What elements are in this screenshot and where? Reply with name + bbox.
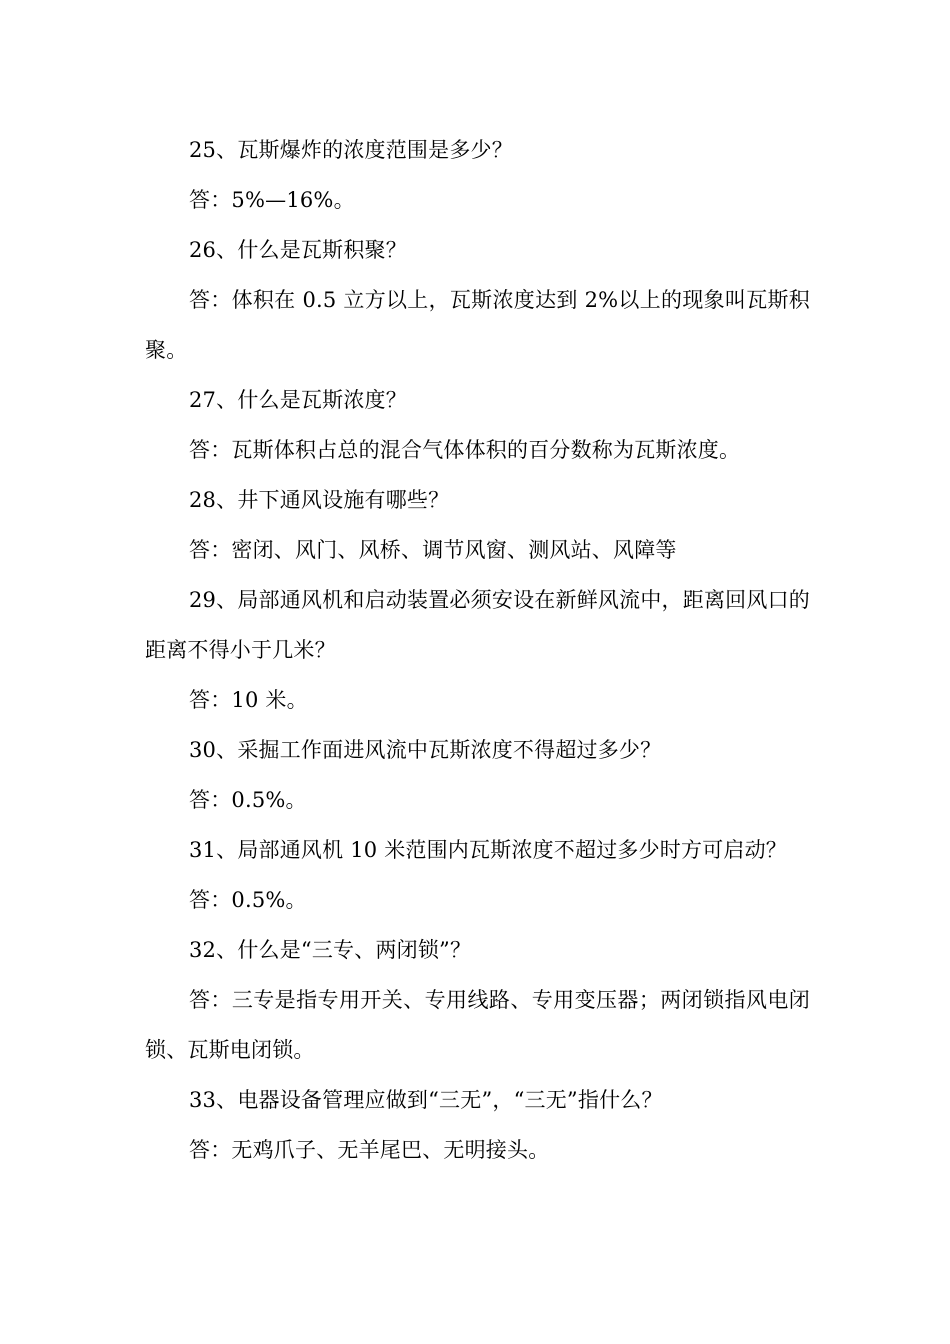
answer-27: 答：瓦斯体积占总的混合气体体积的百分数称为瓦斯浓度。 (189, 438, 741, 462)
answer-26: 答：体积在 0.5 立方以上，瓦斯浓度达到 2%以上的现象叫瓦斯积聚。 (145, 288, 810, 362)
question-25: 25、瓦斯爆炸的浓度范围是多少？ (189, 138, 513, 162)
question-26: 26、什么是瓦斯积聚？ (189, 238, 407, 262)
answer-29: 答：10 米。 (189, 688, 308, 712)
question-29: 29、局部通风机和启动装置必须安设在新鲜风流中，距离回风口的距离不得小于几米？ (145, 588, 810, 662)
document-page (145, 125, 810, 1175)
answer-28: 答：密闭、风门、风桥、调节风窗、测风站、风障等 (189, 538, 677, 562)
question-32: 32、什么是“三专、两闭锁”？ (189, 938, 472, 962)
answer-32: 答：三专是指专用开关、专用线路、专用变压器；两闭锁指风电闭锁、瓦斯电闭锁。 (145, 988, 810, 1062)
answer-33: 答：无鸡爪子、无羊尾巴、无明接头。 (189, 1138, 550, 1162)
answer-25: 答：5%—16%。 (189, 188, 355, 212)
question-31: 31、局部通风机 10 米范围内瓦斯浓度不超过多少时方可启动？ (189, 838, 787, 862)
answer-30: 答：0.5%。 (189, 788, 307, 812)
question-30: 30、采掘工作面进风流中瓦斯浓度不得超过多少？ (189, 738, 662, 762)
question-28: 28、井下通风设施有哪些？ (189, 488, 450, 512)
answer-31: 答：0.5%。 (189, 888, 307, 912)
question-33: 33、电器设备管理应做到“三无”，“三无”指什么？ (189, 1088, 663, 1112)
question-27: 27、什么是瓦斯浓度？ (189, 388, 407, 412)
